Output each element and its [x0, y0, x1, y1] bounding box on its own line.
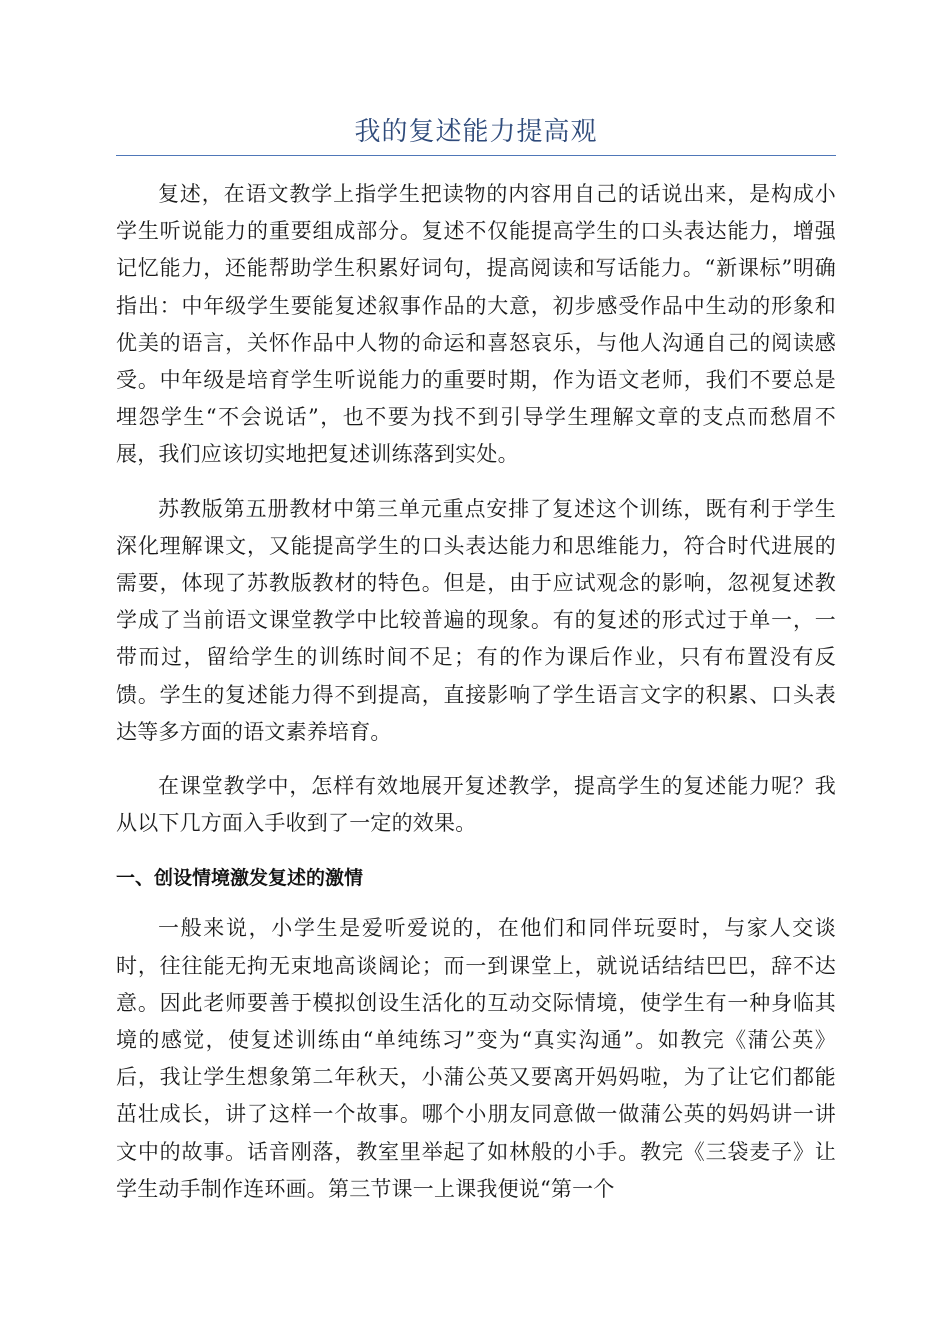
- paragraph-question: 在课堂教学中，怎样有效地展开复述教学，提高学生的复述能力呢？我从以下几方面入手收到了一定的效果。: [116, 774, 836, 836]
- title-underline: [116, 155, 836, 156]
- document-body: [116, 176, 836, 1225]
- document-title: 我的复述能力提高观: [354, 117, 598, 147]
- paragraph-textbook: 苏教版第五册教材中第三单元重点安排了复述这个训练，既有利于学生深化理解课文，又能提高学生的口头表达能力和思维能力，符合时代进展的需要，体现了苏教版教材的特色。但是，由于应试观念的影响，忽视复述教学成了当前语文课堂教学中比较普遍的现象。有的复述的形式过于单一，一带而过，留给学生的训练时间不足；有的作为课后作业，只有布置没有反馈。学生的复述能力得不到提高，直接影响了学生语言文字的积累、口头表达等多方面的语文素养培育。: [116, 496, 836, 744]
- paragraph-section-one: 一般来说，小学生是爱听爱说的，在他们和同伴玩耍时，与家人交谈时，往往能无拘无束地高谈阔论；而一到课堂上，就说话结结巴巴，辞不达意。因此老师要善于模拟创设生活化的互动交际情境，使学生有一种身临其境的感觉，使复述训练由“单纯练习”变为“真实沟通”。如教完《蒲公英》后，我让学生想象第二年秋天，小蒲公英又要离开妈妈啦，为了让它们都能茁壮成长，讲了这样一个故事。哪个小朋友同意做一做蒲公英的妈妈讲一讲文中的故事。话音刚落，教室里举起了如林般的小手。教完《三袋麦子》让学生动手制作连环画。第三节课一上课我便说“第一个: [116, 916, 836, 1201]
- paragraph-intro: 复述，在语文教学上指学生把读物的内容用自己的话说出来，是构成小学生听说能力的重要组成部分。复述不仅能提高学生的口头表达能力，增强记忆能力，还能帮助学生积累好词句，提高阅读和写话能力。“新课标”明确指出：中年级学生要能复述叙事作品的大意，初步感受作品中生动的形象和优美的语言，关怀作品中人物的命运和喜怒哀乐，与他人沟通自己的阅读感受。中年级是培育学生听说能力的重要时期，作为语文老师，我们不要总是埋怨学生“不会说话”，也不要为找不到引导学生理解文章的支点而愁眉不展，我们应该切实地把复述训练落到实处。: [116, 182, 836, 467]
- section-heading: 一、创设情境激发复述的激情: [116, 867, 364, 890]
